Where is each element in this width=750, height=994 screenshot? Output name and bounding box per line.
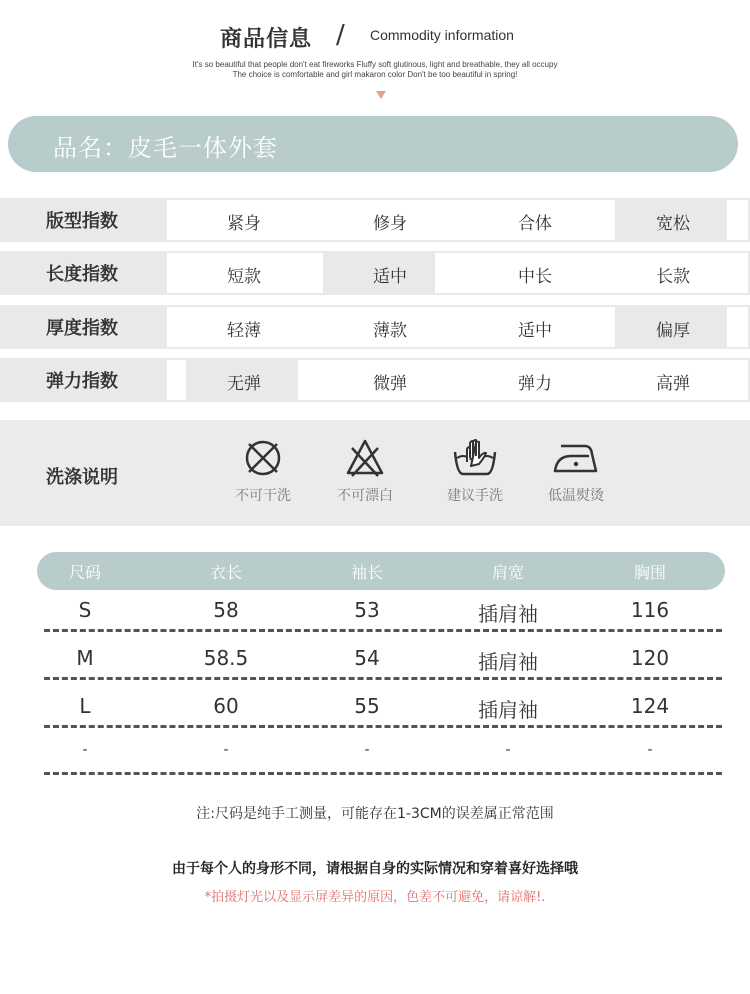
wash-item-low-iron bbox=[531, 438, 621, 505]
index-option-selected: 无弹 bbox=[227, 374, 261, 394]
color-warning-note: *拍摄灯光以及显示屏差异的原因，色差不可避免，请谅解!. bbox=[204, 890, 546, 905]
index-option: 长款 bbox=[656, 267, 690, 287]
table-cell: 54 bbox=[354, 646, 380, 670]
table-cell: 120 bbox=[630, 646, 670, 670]
header-title-en: Commodity information bbox=[370, 27, 514, 43]
measure-note: 注:尺码是纯手工测量，可能存在1-3CM的误差属正常范围 bbox=[196, 806, 554, 822]
index-row-thickness bbox=[0, 305, 750, 349]
wash-caption: 建议手洗 bbox=[447, 488, 503, 504]
index-option: 短款 bbox=[227, 267, 261, 287]
table-row bbox=[0, 646, 750, 686]
table-row bbox=[0, 742, 750, 782]
washing-section bbox=[0, 420, 750, 526]
table-cell: - bbox=[223, 742, 229, 758]
table-cell: L bbox=[79, 694, 91, 718]
info-header bbox=[0, 18, 750, 108]
table-cell: 55 bbox=[354, 694, 380, 718]
index-row-elasticity bbox=[0, 358, 750, 402]
index-option: 轻薄 bbox=[227, 321, 261, 341]
wash-item-hand-wash bbox=[430, 438, 520, 505]
size-col-header: 尺码 bbox=[68, 563, 101, 582]
table-cell: 插肩袖 bbox=[478, 698, 538, 722]
advice-note: 由于每个人的身形不同，请根据自身的实际情况和穿着喜好选择哦 bbox=[172, 861, 578, 877]
header-subtitle-line1: It's so beautiful that people don't eat fireworks Fluffy soft glutinous, light and breathable, they all occupy bbox=[192, 60, 558, 69]
index-option: 合体 bbox=[518, 214, 552, 234]
size-table-header bbox=[37, 552, 725, 590]
table-cell: - bbox=[505, 742, 511, 758]
index-cell-end bbox=[727, 200, 748, 240]
index-cell-end bbox=[727, 307, 748, 347]
low-iron-icon bbox=[551, 438, 601, 478]
table-cell: - bbox=[647, 742, 653, 758]
table-row bbox=[0, 694, 750, 734]
index-row-length bbox=[0, 251, 750, 295]
size-col-header: 衣长 bbox=[209, 563, 242, 582]
table-cell: 124 bbox=[630, 694, 670, 718]
table-cell: 116 bbox=[630, 598, 670, 622]
table-cell: - bbox=[364, 742, 370, 758]
wash-item-no-wash bbox=[218, 438, 308, 505]
wash-caption: 不可干洗 bbox=[235, 488, 291, 504]
index-label: 长度指数 bbox=[46, 264, 118, 285]
wash-caption: 低温熨烫 bbox=[548, 488, 604, 504]
size-col-header: 袖长 bbox=[350, 563, 383, 582]
row-divider bbox=[44, 772, 722, 775]
table-row bbox=[0, 598, 750, 638]
row-divider bbox=[44, 629, 722, 632]
index-option-selected: 适中 bbox=[373, 267, 407, 287]
index-cell-start bbox=[167, 360, 186, 400]
index-row-fit bbox=[0, 198, 750, 242]
table-cell: 60 bbox=[213, 694, 239, 718]
header-title-cn: 商品信息 bbox=[220, 27, 313, 52]
index-label: 版型指数 bbox=[46, 211, 118, 232]
index-option: 中长 bbox=[518, 267, 552, 287]
index-option: 薄款 bbox=[373, 321, 407, 341]
table-cell: 53 bbox=[354, 598, 380, 622]
table-cell: M bbox=[76, 646, 94, 670]
index-option: 高弹 bbox=[656, 374, 690, 394]
index-option: 微弹 bbox=[373, 374, 407, 394]
no-bleach-icon bbox=[345, 438, 385, 478]
index-option-selected: 偏厚 bbox=[656, 321, 690, 341]
index-option: 紧身 bbox=[227, 214, 261, 234]
index-option: 修身 bbox=[373, 214, 407, 234]
index-option-selected: 宽松 bbox=[656, 214, 690, 234]
table-cell: 插肩袖 bbox=[478, 602, 538, 626]
down-arrow-icon bbox=[376, 91, 386, 99]
size-col-header: 肩宽 bbox=[491, 563, 524, 582]
table-cell: 58 bbox=[213, 598, 239, 622]
table-cell: - bbox=[82, 742, 88, 758]
table-cell: 58.5 bbox=[203, 646, 249, 670]
row-divider bbox=[44, 677, 722, 680]
row-divider bbox=[44, 725, 722, 728]
table-cell: S bbox=[78, 598, 92, 622]
header-subtitle-line2: The choice is comfortable and girl makaron color Don't be too beautiful in spring! bbox=[232, 70, 518, 79]
index-option: 弹力 bbox=[518, 374, 552, 394]
size-col-header: 胸围 bbox=[633, 563, 666, 582]
washing-label: 洗涤说明 bbox=[46, 467, 118, 488]
index-option: 适中 bbox=[518, 321, 552, 341]
product-name-bar bbox=[8, 116, 738, 172]
no-wash-icon bbox=[243, 438, 283, 478]
index-label: 弹力指数 bbox=[46, 371, 118, 392]
hand-wash-icon bbox=[451, 438, 499, 478]
table-cell: 插肩袖 bbox=[478, 650, 538, 674]
header-slash: / bbox=[336, 20, 345, 50]
wash-caption: 不可漂白 bbox=[337, 488, 393, 504]
product-name: 品名：皮毛一体外套 bbox=[53, 134, 278, 162]
wash-item-no-bleach bbox=[320, 438, 410, 505]
index-label: 厚度指数 bbox=[46, 318, 118, 339]
